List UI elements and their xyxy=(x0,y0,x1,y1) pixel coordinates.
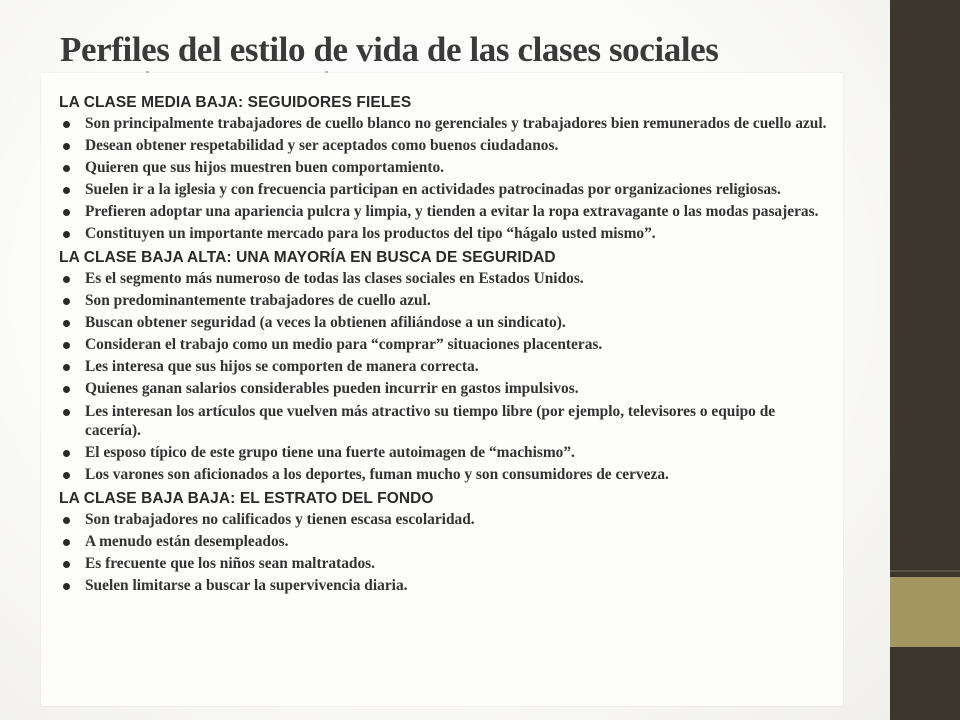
section-heading: LA CLASE BAJA ALTA: UNA MAYORÍA EN BUSCA DE SEGURIDAD xyxy=(59,248,556,266)
scanned-content xyxy=(59,93,829,600)
list-item: Son predominantemente trabajadores de cuello azul. xyxy=(59,291,829,311)
list-item: Los varones son aficionados a los deportes, fuman mucho y son consumidores de cerveza. xyxy=(59,465,829,485)
list-item: Buscan obtener seguridad (a veces la obtienen afiliándose a un sindicato). xyxy=(59,313,829,333)
scanned-text-image xyxy=(41,73,843,706)
slide-title: Perfiles del estilo de vida de las clases sociales xyxy=(60,30,719,70)
section-heading: LA CLASE BAJA BAJA: EL ESTRATO DEL FONDO xyxy=(59,489,434,507)
list-item: Les interesa que sus hijos se comporten de manera correcta. xyxy=(59,357,829,377)
bullet-list xyxy=(59,510,829,596)
list-item: Prefieren adoptar una apariencia pulcra y limpia, y tienden a evitar la ropa extravagante o las modas pasajeras. xyxy=(59,202,829,222)
section-clase-baja-alta xyxy=(59,248,829,485)
section-clase-media-baja xyxy=(59,93,829,244)
list-item: Suelen limitarse a buscar la supervivencia diaria. xyxy=(59,576,829,596)
sidebar-divider xyxy=(890,570,960,572)
list-item: A menudo están desempleados. xyxy=(59,532,829,552)
list-item: Les interesan los artículos que vuelven más atractivo su tiempo libre (por ejemplo, televisores o equipo de cacería). xyxy=(59,402,829,441)
section-heading: LA CLASE MEDIA BAJA: SEGUIDORES FIELES xyxy=(59,94,412,111)
list-item: Es el segmento más numeroso de todas las clases sociales en Estados Unidos. xyxy=(59,269,829,289)
sidebar-accent-block xyxy=(890,577,960,647)
bullet-list xyxy=(59,269,829,485)
list-item: Quieren que sus hijos muestren buen comportamiento. xyxy=(59,158,829,178)
bullet-list xyxy=(59,114,829,244)
list-item: Son trabajadores no calificados y tienen escasa escolaridad. xyxy=(59,510,829,530)
list-item: Son principalmente trabajadores de cuello blanco no gerenciales y trabajadores bien remunerados de cuello azul. xyxy=(59,114,829,134)
list-item: Consideran el trabajo como un medio para “comprar” situaciones placenteras. xyxy=(59,335,829,355)
list-item: Quienes ganan salarios considerables pueden incurrir en gastos impulsivos. xyxy=(59,379,829,399)
list-item: El esposo típico de este grupo tiene una fuerte autoimagen de “machismo”. xyxy=(59,443,829,463)
list-item: Suelen ir a la iglesia y con frecuencia participan en actividades patrocinadas por organizaciones religiosas. xyxy=(59,180,829,200)
list-item: Constituyen un importante mercado para los productos del tipo “hágalo usted mismo”. xyxy=(59,224,829,244)
list-item: Es frecuente que los niños sean maltratados. xyxy=(59,554,829,574)
section-clase-baja-baja xyxy=(59,489,829,596)
list-item: Desean obtener respetabilidad y ser aceptados como buenos ciudadanos. xyxy=(59,136,829,156)
